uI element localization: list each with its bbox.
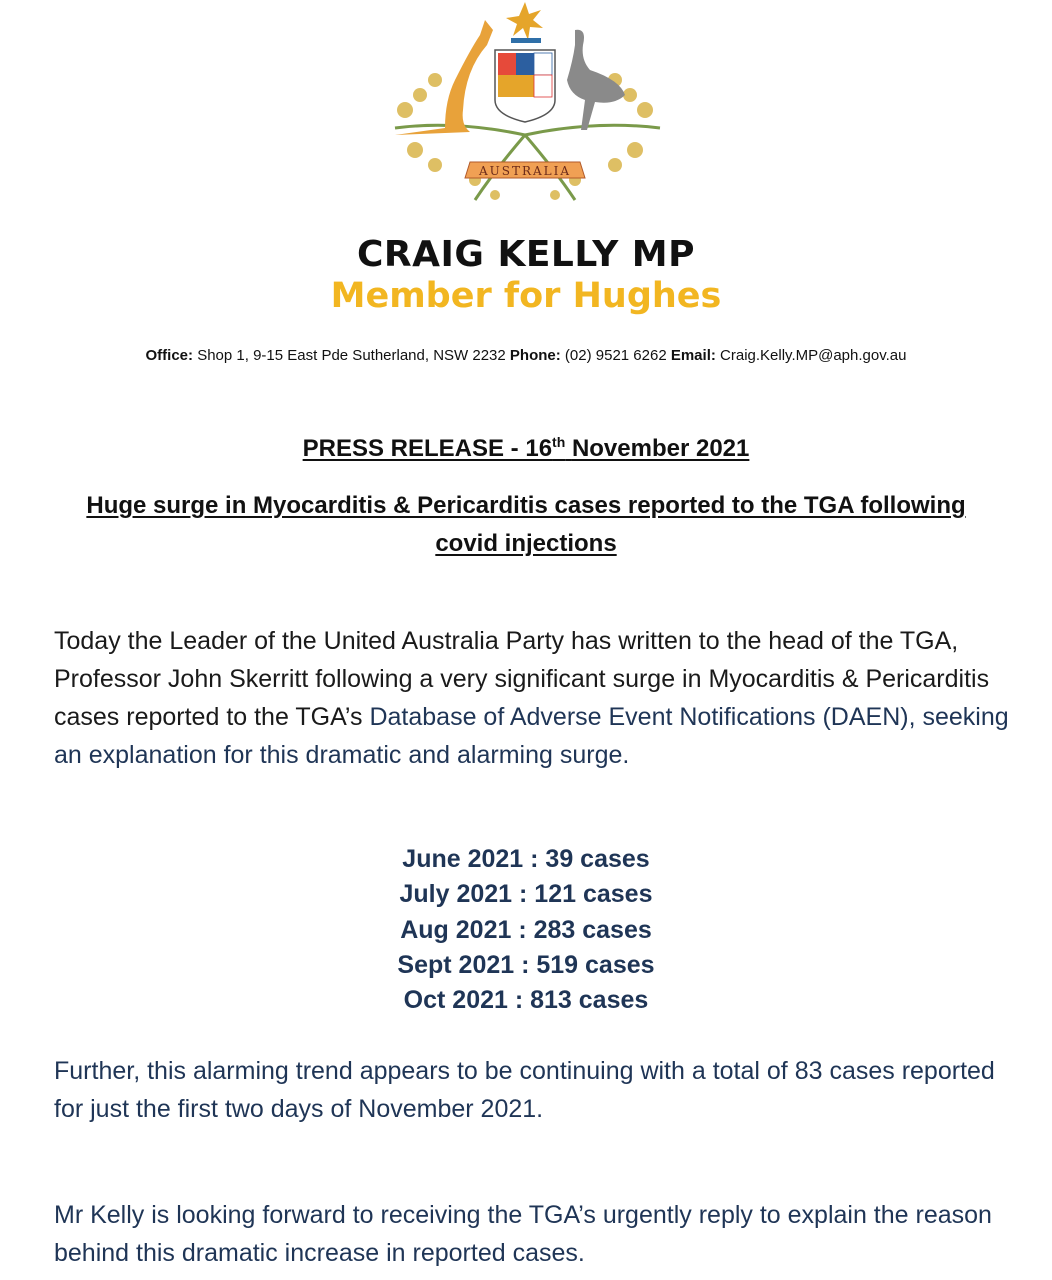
- trend-paragraph: Further, this alarming trend appears to be continuing with a total of 83 cases reported for just the first two days of November 2021.: [54, 1057, 995, 1123]
- coat-of-arms-logo: [375, 0, 675, 220]
- office-label: Office:: [145, 347, 194, 364]
- closing-paragraph: Mr Kelly is looking forward to receiving the TGA’s urgently reply to explain the reason behind this dramatic increase in reported cases.: [54, 1201, 992, 1267]
- intro-paragraph: [54, 622, 1014, 774]
- mp-subtitle: Member for Hughes: [330, 276, 722, 316]
- press-date: November 2021: [571, 435, 750, 462]
- email-value[interactable]: Craig.Kelly.MP@aph.gov.au: [720, 347, 907, 364]
- press-release-title: [0, 434, 1052, 463]
- phone-value: (02) 9521 6262: [564, 347, 667, 364]
- mp-name: CRAIG KELLY MP: [356, 234, 696, 275]
- daen-reference: Database of Adverse Event Notifications (DAEN), seeking an explanation for this dramatic and alarming surge.: [54, 703, 1009, 769]
- case-stats: [0, 842, 1052, 1018]
- stat-line: Aug 2021 : 283 cases: [400, 915, 652, 944]
- email-label: Email:: [670, 347, 716, 364]
- star-icon: [506, 2, 543, 40]
- press-label: PRESS RELEASE - 16: [302, 435, 553, 462]
- crest-banner-text: AUSTRALIA: [478, 164, 572, 178]
- stat-line: Oct 2021 : 813 cases: [403, 986, 649, 1015]
- phone-label: Phone:: [509, 347, 561, 364]
- intro-text: Today the Leader of the United Australia Party has written to the head of the TGA, Professor John Skerritt following a very significant surge in Myocarditis & Pericarditis cases reported to the TGA’s: [54, 627, 990, 731]
- headline: Huge surge in Myocarditis & Pericarditis cases reported to the TGA following covid injections: [86, 492, 966, 557]
- stat-line: June 2021 : 39 cases: [402, 845, 650, 873]
- contact-line: [0, 347, 1052, 364]
- stat-line: Sept 2021 : 519 cases: [397, 950, 655, 979]
- stat-line: July 2021 : 121 cases: [399, 880, 653, 909]
- office-value: Shop 1, 9-15 East Pde Sutherland, NSW 2232: [197, 347, 506, 364]
- press-ordinal: th: [552, 434, 566, 450]
